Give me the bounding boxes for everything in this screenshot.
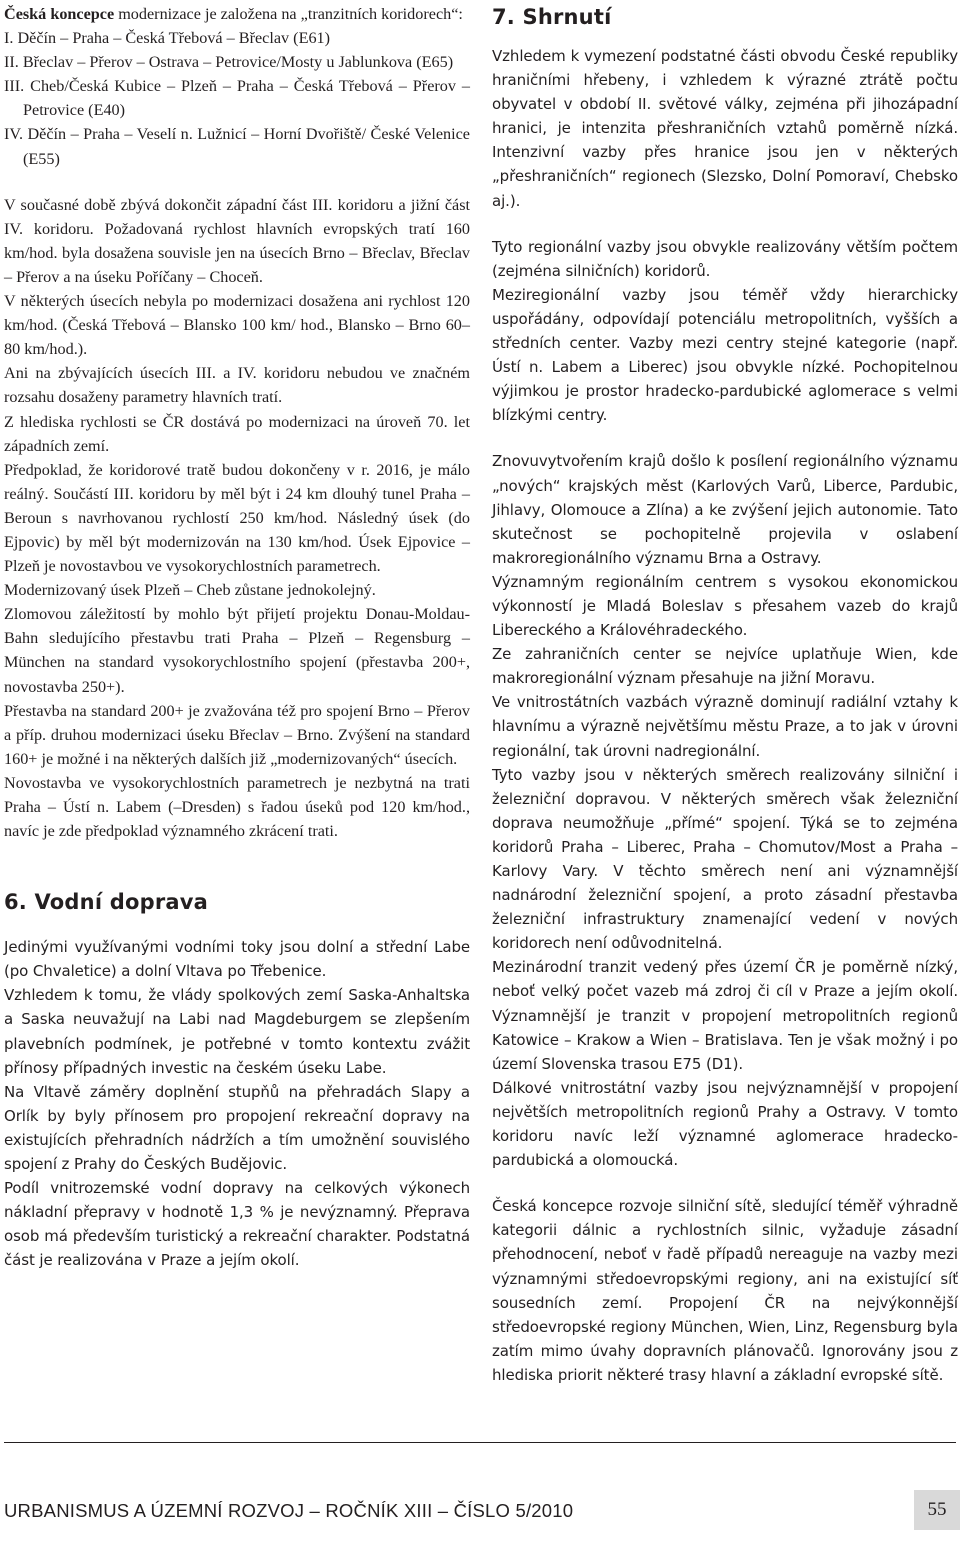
right-column [492,2,958,1387]
intro-text: modernizace je založena na „tranzitních koridorech“: [114,5,463,23]
paragraph: Z hlediska rychlosti se ČR dostává po modernizaci na úroveň 70. let západních zemí. [4,412,470,455]
corridor-item: I. Děčín – Praha – Česká Třebová – Břeclav (E61) [4,29,331,48]
paragraph: Tyto regionální vazby jsou obvykle realizovány větším počtem (zejména silničních) koridorů. [492,237,958,280]
paragraph: Vzhledem k vymezení podstatné části obvodu České republiky hraničními hřebeny, i vzhledem k výrazné ztrátě počtu obyvatel v období II. světové války, zejména při jihozápadní hranici, je intenzita přeshraničních vztahů poměrně nízká. Intenzivní vazby přes hranice jsou jen v některých „přeshraničních“ regionech (Slezsko, Dolní Pomoraví, Chebsko aj.). [492,47,958,210]
corridor-list [4,26,470,171]
left-column [4,2,470,1273]
section-heading-summary: 7. Shrnutí [492,5,612,29]
corridor-item: II. Břeclav – Přerov – Ostrava – Petrovice/Mosty u Jablunkova (E65) [4,53,454,72]
paragraph: Ani na zbývajících úsecích III. a IV. koridoru nebudou ve značném rozsahu dosaženy parametry hlavních tratí. [4,364,470,407]
paragraph: Novostavba ve vysokorychlostních parametrech je nezbytná na trati Praha – Ústí n. Labem (–Dresden) s řadou úseků pod 120 km/hod., navíc je zde předpoklad významného zkrácení trati. [4,773,470,841]
section-heading-water-transport: 6. Vodní doprava [4,890,209,915]
paragraph: Znovuvytvořením krajů došlo k posílení regionálního významu „nových“ krajských měst (Karlových Varů, Liberce, Pardubic, Jihlavy, Olomouce a Zlína) a ke zvýšení jejich autonomie. Tato skutečnost se pochopitelně projevila v oslabení makroregionálního významu Brna a Ostravy. [492,452,958,567]
paragraph: Dálkové vnitrostátní vazby jsou nejvýznamnější v propojení největších metropolitních regionů Prahy a Ostravy. V tomto koridoru navíc leží významné aglomerace hradecko-pardubická a olomoucká. [492,1078,958,1170]
paragraph: Vzhledem k tomu, že vlády spolkových zemí Saska-Anhaltska a Saska neuvažují na Labi nad Magdeburgem se zlepšením plavebních podmínek, je potřebné v tomto kontextu zvážit přínosy případných investic na českém úseku Labe. [4,986,470,1077]
journal-footer: URBANISMUS A ÚZEMNÍ ROZVOJ – ROČNÍK XIII – ČÍSLO 5/2010 [4,1500,574,1521]
paragraph: Jedinými využívanými vodními toky jsou dolní a střední Labe (po Chvaletice) a dolní Vltava po Třebenice. [4,938,470,981]
paragraph: V některých úsecích nebyla po modernizaci dosažena ani rychlost 120 km/hod. (Česká Třebová – Blansko 100 km/ hod., Blansko – Brno 60–80 km/hod.). [4,292,470,359]
paragraph: Přestavba na standard 200+ je zvažována též pro spojení Brno – Přerov a příp. druhou modernizaci úseku Břeclav – Brno. Zvýšení na standard 160+ je možné i na některých dalších již „modernizovaných“ úsecích. [4,701,470,768]
paragraph: Česká koncepce rozvoje silniční sítě, sledující téměř výhradně kategorii dálnic a rychlostních silnic, vyžaduje zásadní přehodnocení, neboť v řadě případů nereaguje na vazby mezi významnými středoevropskými regiony, ani na existující síť sousedních zemí. Propojení ČR na nejvýkonnější středoevropské regiony München, Wien, Linz, Regensburg byla zatím mimo úvahy dopravních plánovačů. Ignorovány jsou z hlediska priorit některé trasy hlavní a základní evropské sítě. [492,1197,958,1384]
paragraph: Ze zahraničních center se nejvíce uplatňuje Wien, kde makroregionální význam přesahuje na jižní Moravu. [492,645,958,688]
paragraph: Tyto vazby jsou v některých směrech realizovány silniční i železniční dopravou. V některých směrech však železniční doprava neumožňuje „přímé“ spojení. Týká se to zejména koridorů Praha – Liberec, Praha – Chomutov/Most a Praha – Karlovy Vary. V těchto směrech není ani významnější nadnárodní železniční spojení, a proto zásadní přestavba železniční infrastruktury znamenající vedení v nových koridorech není odůvodnitelná. [492,765,958,953]
paragraph: V současné době zbývá dokončit západní část III. koridoru a jižní část IV. koridoru. Požadovaná rychlost hlavních evropských tratí 160 km/hod. byla dosažena souvisle jen na úsecích Brno – Břeclav, Břeclav – Přerov a na úseku Poříčany – Choceň. [4,195,470,286]
paragraph: Podíl vnitrozemské vodní dopravy na celkových výkonech nákladní přepravy v hodnotě 1,3 % je nevýznamný. Přeprava osob má především turistický a rekreační charakter. Podstatná část je realizována v Praze a jejím okolí. [4,1179,470,1270]
water-transport-section [4,935,470,1272]
paragraph: Zlomovou záležitostí by mohlo být přijetí projektu Donau-Moldau-Bahn sledujícího přestavbu trati Praha – Plzeň – Regensburg – München na standard vysokorychlostního spojení (přestavba 200+, novostavba 250+). [4,605,470,696]
corridor-item: IV. Děčín – Praha – Veselí n. Lužnicí – Horní Dvořiště/ České Velenice (E55) [4,125,470,168]
paragraph: Meziregionální vazby jsou téměř vždy hierarchicky uspořádány, odpovídají potenciálu metropolitních, vyšších a středních center. Vazby mezi centry stejné kategorie (např. Ústí n. Labem a Liberec) jsou obvykle nízké. Pochopitelnou výjimkou je prostor hradecko-pardubické aglomerace s velmi blízkými centry. [492,285,958,425]
paragraph: Významným regionálním centrem s vysokou ekonomickou výkonností je Mladá Boleslav s přesahem vazeb do krajů Libereckého a Královéhradeckého. [492,572,958,640]
corridor-item: III. Cheb/Česká Kubice – Plzeň – Praha – Česká Třebová – Přerov – Petrovice (E40) [4,77,470,120]
paragraph: Mezinárodní tranzit vedený přes území ČR je poměrně nízký, neboť velký počet vazeb má zdroj či cíl v Praze a jejím okolí. Významnější je tranzit v propojení metropolitních regionů Katowice – Krakow a Wien – Bratislava. Ten je však možný i po území Slovenska trasou E75 (D1). [492,958,958,1073]
paragraph: Modernizovaný úsek Plzeň – Cheb zůstane jednokolejný. [4,581,376,600]
paragraph: Ve vnitrostátních vazbách výrazně dominují radiální vztahy k hlavnímu a výrazně největšímu městu Praze, a to jak v úrovni regionální, tak úrovni nadregionální. [492,693,958,760]
intro-paragraph [4,2,470,26]
footer-divider [4,1442,956,1443]
page-number: 55 [914,1490,960,1530]
paragraph: Na Vltavě záměry doplnění stupňů na přehradách Slapy a Orlík by byly přínosem pro propojení rekreační dopravy na existujících přehradních nádržích a tím umožnění souvislého spojení z Prahy do Českých Budějovic. [4,1082,470,1174]
intro-bold-term: Česká koncepce [4,5,115,23]
summary-section [492,44,958,1387]
paragraph: Předpoklad, že koridorové tratě budou dokončeny v r. 2016, je málo reálný. Součástí III. koridoru by měl být i 24 km dlouhý tunel Praha – Beroun s navrhovanou rychlostí 250 km/hod. Následný úsek (do Ejpovic) by měl být modernizován na 130 km/hod. Úsek Ejpovice – Plzeň je novostavbou ve vysokorychlostních parametrech. [4,460,470,576]
